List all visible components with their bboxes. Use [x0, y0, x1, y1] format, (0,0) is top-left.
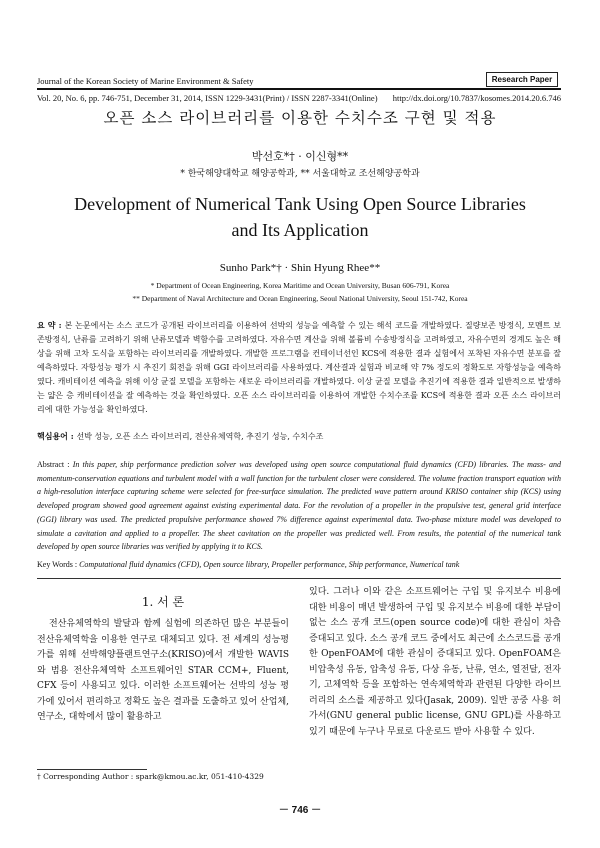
english-title-line-1: Development of Numerical Tank Using Open Source Libraries [74, 194, 526, 214]
english-keywords [37, 560, 561, 569]
korean-keywords-text: 선박 성능, 오픈 소스 라이브러리, 전산유체역학, 추진기 성능, 수치수조 [76, 432, 324, 441]
korean-authors: 박선호*† · 이신형** [251, 150, 349, 163]
corresponding-author-footnote: † Corresponding Author : spark@kmou.ac.kr, 051-410-4329 [37, 772, 264, 781]
page-number: － 746 － [278, 805, 322, 816]
english-abstract-label: Abstract : [37, 460, 73, 469]
english-affiliation-1: * Department of Ocean Engineering, Korea Maritime and Ocean University, Busan 606-791, Korea [150, 281, 450, 290]
english-abstract [37, 458, 561, 554]
korean-keywords-label: 핵심용어 : [37, 431, 77, 441]
english-title-line-2: and Its Application [231, 220, 369, 240]
korean-affiliations: * 한국해양대학교 해양공학과, ** 서울대학교 조선해양공학과 [180, 169, 420, 179]
doi-link[interactable]: http://dx.doi.org/10.7837/kosomes.2014.20.6.746 [392, 93, 561, 103]
abstract-separator-rule [37, 578, 561, 579]
header-rule [37, 88, 561, 90]
korean-abstract-text: 본 논문에서는 소스 코드가 공개된 라이브러리를 이용하여 선박의 성능을 예측할 수 있는 해석 코드를 개발하였다. 질량보존 방정식, 모멘트 보존방정식, 난류를 고려하기 위해 난류모델과 벽함수를 고려하였다. 자유수면 계산을 위해 볼륨비 수송방정식을 고려하였고, 자유수면의 경계도 높은 해상을 위해 고차 도식을 포함하는 라이브러리를 개발하였다. 개발한 프로그램을 컨테이너선인 KCS에 적용한 결과 실험에서 포착된 자유수면 분포를 잘 예측하였다. 자항성능 평가 시 추진기 회전을 위해 GGI 라이브러리를 사용하였다. 계산결과 실험과 비교해 약 7% 정도의 정확도로 자항성능을 예측하였다. 캐비테이션 예측을 위해 이상 균질 모델을 포함하는 새로운 라이브러리를 개발하였다. 이상 균질 모델을 추진기에 적용한 결과 일반적으로 발생하는 얇은 층 캐비테이션을 잘 예측하는 것을 확인하였다. 오픈 소스 라이브러리를 이용하여 개발한 수치수조를 KCS에 적용한 결과 오픈 소스 라이브러리에 대한 가능성을 확인하였다. [37, 321, 561, 414]
footnote-rule [37, 769, 147, 770]
section-1-left-column: 전산유체역학의 발달과 함께 실험에 의존하던 많은 부분들이 전산유체역학을 이용한 연구로 대체되고 있다. 전 세계의 성능평가를 위해 선박해양플랜트연구소(KRISO)에서 개발한 WAVIS와 범용 전산유체역학 소프트웨어인 STAR CCM+, Fluent, CFX 등이 사용되고 있다. 이러한 소프트웨어는 선박의 성능 평가에 있어서 편리하고 정확도 높은 결과를 도출하고 있어 산업체, 연구소, 대학에서 많이 활용하고 [37, 619, 289, 722]
english-keywords-label: Key Words : [37, 560, 80, 569]
english-affiliation-2: ** Department of Naval Architecture and Ocean Engineering, Seoul National University, Seoul 151-742, Korea [132, 294, 468, 303]
english-authors: Sunho Park*† · Shin Hyung Rhee** [219, 262, 381, 274]
english-abstract-text: In this paper, ship performance prediction solver was developed using open source computational fluid dynamics (CFD) libraries. The mass- and momentum-conservation equations and turbulent model with a wall function for the turbulent closer were considered. The volume fraction transport equation with a high-resolution interface capturing scheme were selected for free-surface simulation. The predicted wave pattern around KRISO container ship (KCS) using developed program showed good agreement against existing experimental data. For the revolution of a propeller in the propulsive test, general grid interface (GGI) library was used. The predicted propulsive performance showed 7% difference against experimental data. Two-phase mixture model was developed to simulate a cavitation and applied to a propeller. The sheet cavitation on the propeller was predicted well. From results, the potential of the numerical tank developed by open source libraries was verified by applying it to KCS. [37, 460, 561, 552]
journal-name: Journal of the Korean Society of Marine Environment & Safety [37, 76, 254, 86]
korean-abstract-label: 요 약 : [37, 320, 65, 330]
article-type-badge: Research Paper [486, 72, 558, 87]
issue-info: Vol. 20, No. 6, pp. 746-751, December 31, 2014, ISSN 1229-3431(Print) / ISSN 2287-3341(Online) [37, 93, 378, 103]
korean-title: 오픈 소스 라이브러리를 이용한 수치수조 구현 및 적용 [103, 109, 497, 127]
section-1-heading: 1. 서 론 [141, 595, 185, 609]
korean-keywords [37, 431, 561, 442]
english-keywords-text: Computational fluid dynamics (CFD), Open source library, Propeller performance, Ship performance, Numerical tank [79, 560, 460, 569]
korean-abstract [37, 318, 561, 417]
section-1-right-column: 있다. 그러나 이와 같은 소프트웨어는 구입 및 유지보수 비용에 대한 비용이 매년 발생하여 구입 및 유지보수 비용에 대한 부담이 없는 소스 공개 코드(open source code)에 대한 관심이 차츰 증대되고 있다. 소스 공개 코드 중에서도 최근에 소스코드를 공개한 OpenFOAM에 대한 관심이 증대되고 있다. OpenFOAM은 비압축성 유동, 압축성 유동, 다상 유동, 난류, 연소, 열전달, 전자기, 고체역학 등을 포함하는 연속체역학과 관련된 다양한 라이브러리의 소스를 제공하고 있다(Jasak, 2009). 일반 공중 사용 허가서(GNU general public license, GNU GPL)를 사용하고 있기 때문에 누구나 무료로 다운로드 받아 사용할 수 있다. [309, 587, 561, 737]
